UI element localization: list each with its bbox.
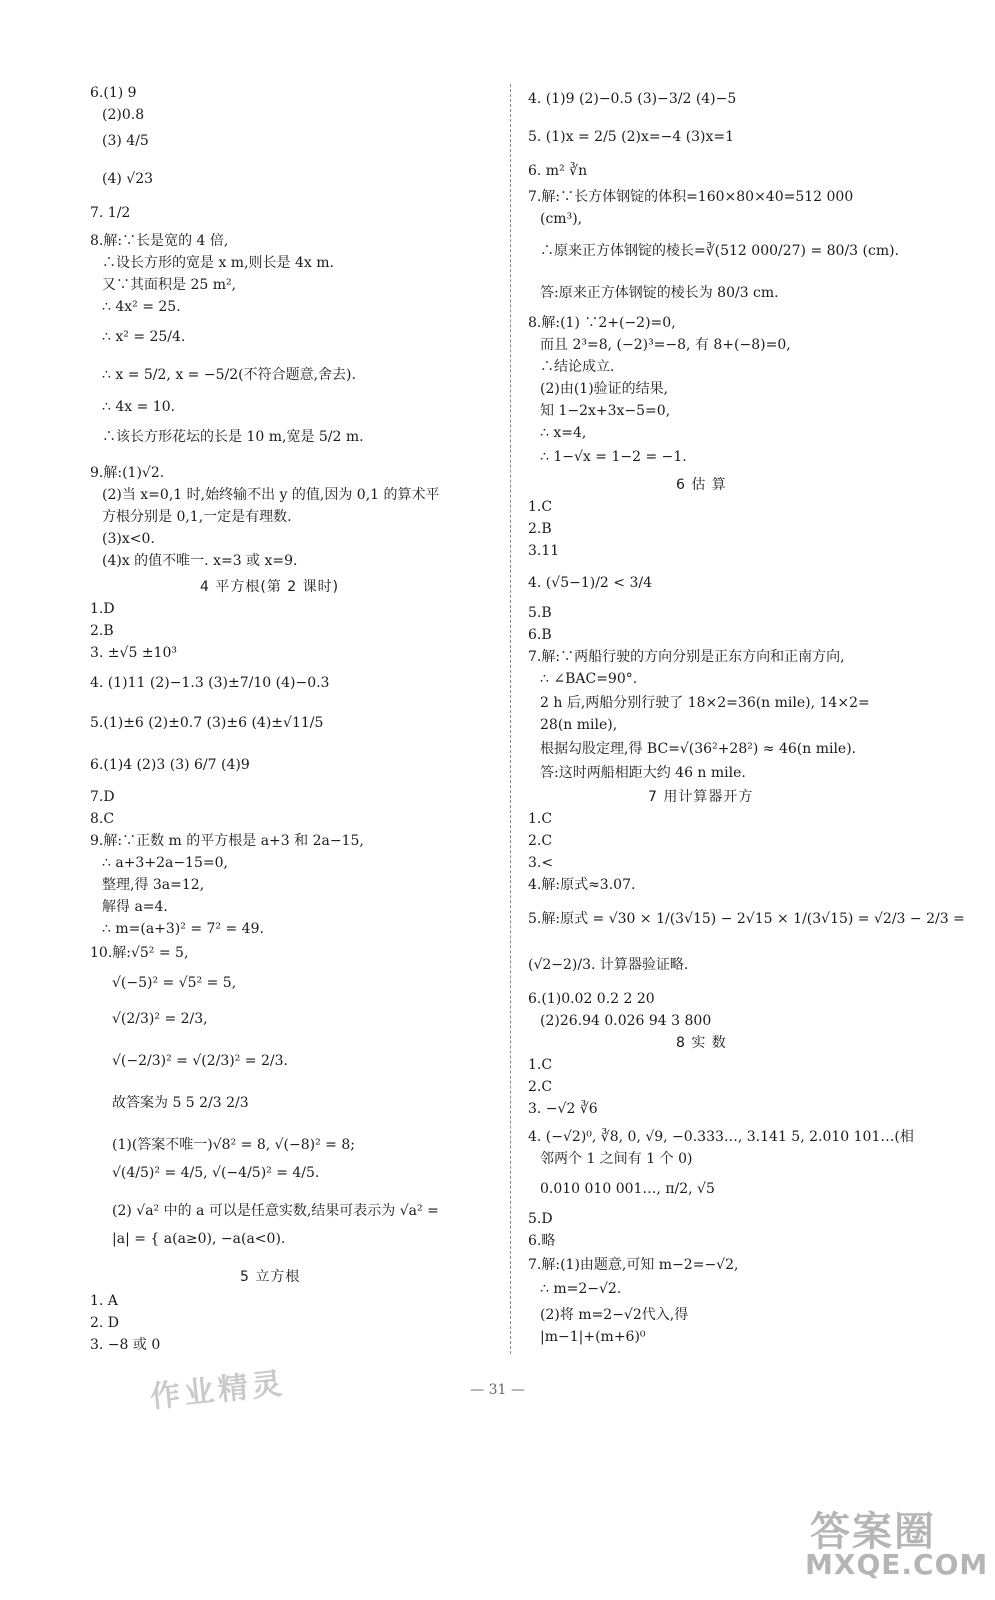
answer-line: √(4/5)² = 4/5, √(−4/5)² = 4/5.: [112, 1165, 320, 1181]
watermark-top: 答案圈: [810, 1509, 936, 1555]
answer-line: 9.解:(1)√2.: [90, 465, 165, 481]
answer-line: 答:这时两船相距大约 46 n mile.: [540, 765, 746, 781]
answer-line: 2.C: [528, 833, 553, 849]
answer-line: 解得 a=4.: [102, 899, 168, 915]
answer-line: ∴ a+3+2a−15=0,: [102, 855, 228, 871]
answer-line: ∴该长方形花坛的长是 10 m,宽是 5/2 m.: [102, 429, 364, 445]
answer-line: (3)x<0.: [102, 531, 155, 547]
answer-line: 5.解:原式 = √30 × 1/(3√15) − 2√15 × 1/(3√15) = √2/3 − 2/3 =: [528, 911, 965, 927]
answer-line: 6. m² ∛n: [528, 163, 588, 179]
answer-line: 答:原来正方体钢锭的棱长为 80/3 cm.: [540, 285, 779, 301]
answer-line: 8.解:∵长是宽的 4 倍,: [90, 233, 229, 249]
answer-line: |a| = { a(a≥0), −a(a<0).: [112, 1231, 286, 1247]
answer-line: 2 h 后,两船分别行驶了 18×2=36(n mile), 14×2=: [540, 695, 870, 711]
answer-line: √(−2/3)² = √(2/3)² = 2/3.: [112, 1053, 288, 1069]
answer-line: 2.B: [90, 623, 114, 639]
watermark-bottom: MXQE.COM: [805, 1548, 989, 1581]
section-heading: 4 平方根(第 2 课时): [200, 579, 340, 595]
answer-line: 3.<: [528, 855, 554, 871]
answer-line: (2)0.8: [102, 107, 145, 123]
answer-line: 5.(1)±6 (2)±0.7 (3)±6 (4)±√11/5: [90, 715, 324, 731]
answer-line: (2)由(1)验证的结果,: [540, 381, 669, 397]
answer-line: 4.解:原式≈3.07.: [528, 877, 636, 893]
answer-line: 6.略: [528, 1233, 556, 1249]
answer-line: 0.010 010 001…, π/2, √5: [540, 1181, 715, 1197]
answer-line: 8.C: [90, 811, 115, 827]
answer-line: ∴ 4x = 10.: [102, 399, 176, 415]
answer-line: (3) 4/5: [102, 133, 149, 149]
answer-line: 3.11: [528, 543, 560, 559]
answer-line: 而且 2³=8, (−2)³=−8, 有 8+(−8)=0,: [540, 337, 791, 353]
answer-line: 方根分别是 0,1,一定是有理数.: [102, 509, 292, 525]
answer-line: 根据勾股定理,得 BC=√(36²+28²) ≈ 46(n mile).: [540, 741, 857, 757]
section-heading: 6 估 算: [676, 477, 727, 493]
answer-line: ∴原来正方体钢锭的棱长=∛(512 000/27) = 80/3 (cm).: [540, 243, 900, 259]
answer-line: (4) √23: [102, 171, 154, 187]
answer-line: 整理,得 3a=12,: [102, 877, 205, 893]
stamp-logo: 作业精灵: [148, 1366, 288, 1416]
answer-line: 6.(1)4 (2)3 (3) 6/7 (4)9: [90, 757, 250, 773]
section-heading: 7 用计算器开方: [648, 789, 754, 805]
answer-line: ∴设长方形的宽是 x m,则长是 4x m.: [102, 255, 334, 271]
answer-line: 9.解:∵正数 m 的平方根是 a+3 和 2a−15,: [90, 833, 364, 849]
answer-line: 1.C: [528, 1057, 553, 1073]
answer-line: ∴ 1−√x = 1−2 = −1.: [540, 449, 687, 465]
answer-line: ∴ x = 5/2, x = −5/2(不符合题意,舍去).: [102, 367, 356, 383]
answer-line: 7.D: [90, 789, 115, 805]
answer-line: |m−1|+(m+6)⁰: [540, 1329, 646, 1345]
answer-line: 1.C: [528, 811, 553, 827]
answer-line: 6.(1)0.02 0.2 2 20: [528, 991, 655, 1007]
answer-line: ∴ m=(a+3)² = 7² = 49.: [102, 921, 264, 937]
answer-line: √(−5)² = √5² = 5,: [112, 975, 237, 991]
answer-line: ∴ ∠BAC=90°.: [540, 671, 638, 687]
answer-line: 故答案为 5 5 2/3 2/3: [112, 1095, 249, 1111]
answer-line: 5.D: [528, 1211, 553, 1227]
answer-line: (√2−2)/3. 计算器验证略.: [528, 957, 689, 973]
section-heading: 8 实 数: [676, 1035, 727, 1051]
answer-line: 5.B: [528, 605, 552, 621]
answer-line: (1)(答案不唯一)√8² = 8, √(−8)² = 8;: [112, 1137, 355, 1153]
answer-line: ∴ x² = 25/4.: [102, 329, 186, 345]
answer-line: 5. (1)x = 2/5 (2)x=−4 (3)x=1: [528, 129, 735, 145]
answer-line: 1.D: [90, 601, 115, 617]
answer-line: ∴结论成立.: [540, 359, 615, 375]
answer-line: 知 1−2x+3x−5=0,: [540, 403, 671, 419]
answer-line: 2. D: [90, 1315, 120, 1331]
answer-line: 4. (1)11 (2)−1.3 (3)±7/10 (4)−0.3: [90, 675, 330, 691]
answer-line: 7.解:∵长方体钢锭的体积=160×80×40=512 000: [528, 189, 854, 205]
answer-line: 4. (√5−1)/2 < 3/4: [528, 575, 652, 591]
answer-line: 7. 1/2: [90, 205, 131, 221]
answer-line: 3. ±√5 ±10³: [90, 645, 177, 661]
answer-line: 8.解:(1) ∵2+(−2)=0,: [528, 315, 676, 331]
answer-line: 1.C: [528, 499, 553, 515]
answer-line: 1. A: [90, 1293, 118, 1309]
answer-line: 3. −√2 ∛6: [528, 1101, 598, 1117]
answer-line: (cm³),: [540, 211, 583, 227]
answer-line: 4. (1)9 (2)−0.5 (3)−3/2 (4)−5: [528, 91, 737, 107]
answer-line: 又∵其面积是 25 m²,: [102, 277, 237, 293]
answer-line: 10.解:√5² = 5,: [90, 945, 189, 961]
answer-line: (2) √a² 中的 a 可以是任意实数,结果可表示为 √a² =: [112, 1203, 439, 1219]
watermark-logo: [800, 1500, 989, 1590]
answer-line: (2)当 x=0,1 时,始终输不出 y 的值,因为 0,1 的算术平: [102, 487, 440, 503]
answer-line: (2)将 m=2−√2代入,得: [540, 1307, 689, 1323]
answer-line: ∴ 4x² = 25.: [102, 299, 181, 315]
answer-line: ∴ m=2−√2.: [540, 1281, 622, 1297]
answer-line: (2)26.94 0.026 94 3 800: [540, 1013, 712, 1029]
answer-line: 2.C: [528, 1079, 553, 1095]
answer-line: 3. −8 或 0: [90, 1337, 161, 1353]
section-heading: 5 立方根: [240, 1269, 301, 1285]
answer-line: 28(n mile),: [540, 717, 618, 733]
answer-line: √(2/3)² = 2/3,: [112, 1011, 208, 1027]
answer-line: ∴ x=4,: [540, 425, 587, 441]
column-divider: [510, 84, 511, 1354]
answer-line: 7.解:∵两船行驶的方向分别是正东方向和正南方向,: [528, 649, 845, 665]
answer-line: 2.B: [528, 521, 552, 537]
answer-line: (4)x 的值不唯一. x=3 或 x=9.: [102, 553, 298, 569]
answer-line: 邻两个 1 之间有 1 个 0): [540, 1151, 693, 1167]
page-number: — 31 —: [470, 1382, 525, 1398]
answer-line: 6.B: [528, 627, 552, 643]
answer-line: 6.(1) 9: [90, 85, 137, 101]
answer-line: 4. (−√2)⁰, ∛8, 0, √9, −0.333…, 3.141 5, 2.010 101…(相: [528, 1129, 914, 1145]
answer-line: 7.解:(1)由题意,可知 m−2=−√2,: [528, 1257, 739, 1273]
